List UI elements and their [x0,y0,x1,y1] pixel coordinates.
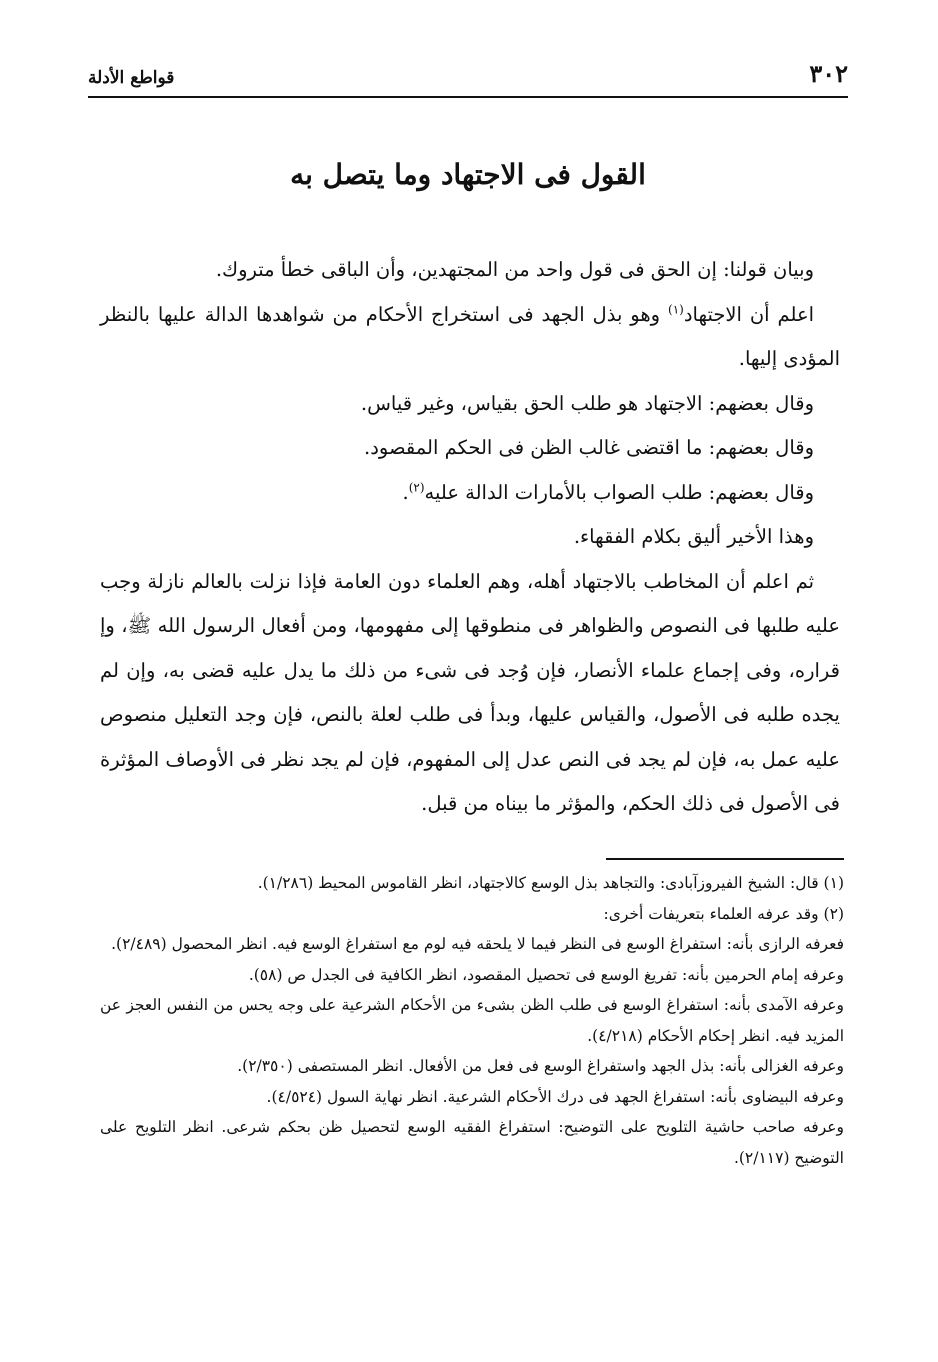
main-text [100,248,840,827]
paragraph [100,471,840,516]
footnote: فعرفه الرازى بأنه: استفراغ الوسع فى النظر فيما لا يلحقه فيه لوم مع استفراغ الوسع فيه. انظر المحصول (٢/٤٨٩). [111,935,844,953]
footnote: وعرفه إمام الحرمين بأنه: تفريغ الوسع فى تحصيل المقصود، انظر الكافية فى الجدل ص (٥٨). [248,965,844,984]
footnote-reference[interactable]: (٢) [408,480,425,494]
paragraph: ثم اعلم أن المخاطب بالاجتهاد أهله، وهم العلماء دون العامة فإذا نزلت بالعالم نازلة وجب عليه طلبها فى النصوص والظواهر فى منطوقها إلى مفهومها، ومن أفعال الرسول الله ﷺ، وإ قراره، وفى إجماع علماء الأنصار، فإن وُجد فى شىء من ذلك ما يدل عليه قضى به، وإن لم يجده طلبه فى الأصول، والقياس عليها، وبدأ فى طلب لعلة بالنص، فإن وجد التعليل منصوص عليه عمل به، فإن لم يجد فى النص عدل إلى المفهوم، فإن لم يجد نظر فى الأوصاف المؤثرة فى الأصول فى ذلك الحكم، والمؤثر ما بيناه من قبل. [100,569,840,815]
paragraph [100,293,840,382]
paragraph: وقال بعضهم: ما اقتضى غالب الظن فى الحكم المقصود. [364,436,814,459]
footnote: وعرفه الآمدى بأنه: استفراغ الوسع فى طلب الظن بشىء من الأحكام الشرعية على وجه يحس من النفس العجز عن المزيد فيه. انظر إحكام الأحكام (٤/٢١٨). [100,996,844,1045]
page-header [88,58,848,98]
running-title: قواطع الأدلة [88,68,175,88]
footnote: وعرفه الغزالى بأنه: بذل الجهد واستفراغ الوسع فى فعل من الأفعال. انظر المستصفى (٢/٣٥٠). [237,1057,844,1075]
paragraph-text: وقال بعضهم: طلب الصواب بالأمارات الدالة عليه [424,480,814,504]
paragraph: وقال بعضهم: الاجتهاد هو طلب الحق بقياس، وغير قياس. [360,391,814,415]
footnote: (١) قال: الشيخ الفيروزآبادى: والتجاهد بذل الوسع كالاجتهاد، انظر القاموس المحيط (١/٢٨٦). [257,874,844,892]
paragraph: وهذا الأخير أليق بكلام الفقهاء. [573,525,814,548]
footnote: وعرفه البيضاوى بأنه: استفراغ الجهد فى درك الأحكام الشرعية. انظر نهاية السول (٤/٥٢٤). [266,1087,844,1106]
chapter-title: القول فى الاجتهاد وما يتصل به [290,158,646,191]
footnote: وعرفه صاحب حاشية التلويح على التوضيح: استفراغ الفقيه الوسع لتحصيل ظن بحكم شرعى. انظر التلويح على التوضيح (٢/١١٧). [100,1118,844,1167]
footnote-separator [606,858,844,860]
paragraph-text: . [402,480,409,504]
paragraph-text: وهو بذل الجهد فى استخراج الأحكام من شواهدها الدالة عليها بالنظر المؤدى إليها. [100,302,840,370]
paragraph: وبيان قولنا: إن الحق فى قول واحد من المجتهدين، وأن الباقى خطأ متروك. [215,258,814,281]
footnote: (٢) وقد عرفه العلماء بتعريفات أخرى: [603,904,844,923]
footnotes [100,868,844,1173]
paragraph-text: اعلم أن الاجتهاد [683,302,815,326]
footnote-reference[interactable]: (١) [668,302,684,316]
page-number: ٣٠٢ [809,59,848,88]
